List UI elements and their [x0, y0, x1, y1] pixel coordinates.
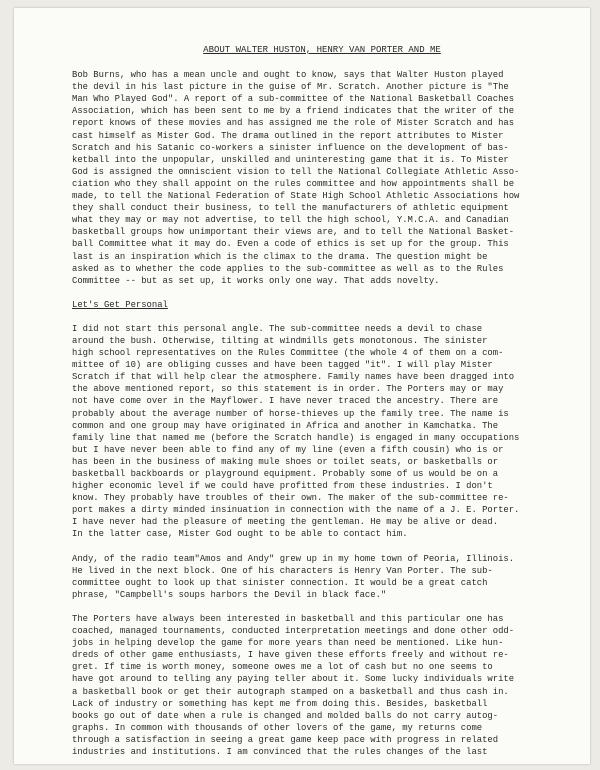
- paragraph-2: [72, 323, 572, 541]
- text-line: the above mentioned report, so this statement is in order. The Porters may or may: [72, 384, 504, 395]
- document-page: [72, 44, 572, 770]
- text-line: Andy, of the radio team"Amos and Andy" grew up in my home town of Peoria, Illinois.: [72, 553, 515, 564]
- text-line: port makes a dirty minded insinuation in connection with the name of a J. E. Porter.: [72, 505, 520, 516]
- text-line: made, to tell the National Federation of State High School Athletic Associations how: [72, 191, 520, 202]
- text-line: mittee of 10) are obliging cusses and have been tagged "it". I will play Mister: [72, 360, 493, 371]
- text-line: In the latter case, Mister God ought to be able to contact him.: [72, 529, 408, 540]
- section-heading: Let's Get Personal: [72, 299, 168, 310]
- text-line: a basketball book or get their autograph stamped on a basketball and thus cash in.: [72, 686, 509, 697]
- text-line: I did not start this personal angle. The sub-committee needs a devil to chase: [72, 323, 483, 334]
- text-line: basketball backboards or playground equipment. Probably some of us would be on a: [72, 469, 499, 479]
- text-line: cast himself as Mister God. The drama outlined in the report attributes to Mister: [72, 130, 504, 141]
- text-line: Bob Burns, who has a mean uncle and ought to know, says that Walter Huston played: [72, 70, 504, 81]
- text-line: The Porters have always been interested in basketball and this particular one has: [72, 613, 504, 624]
- paragraph-4: [72, 613, 572, 758]
- text-line: jobs in helping develop the game for more years than need be mentioned. Like hun-: [72, 638, 504, 649]
- text-line: family line that named me (before the Scratch handle) is engaged in many occupations: [72, 432, 520, 443]
- text-line: high school representatives on the Rules Committee (the whole 4 of them on a com-: [72, 348, 504, 359]
- text-line: Man Who Played God". A report of a sub-committee of the National Basketball Coaches: [72, 94, 515, 105]
- text-line: industries and institutions. I am convinced that the rules changes of the last: [72, 746, 488, 757]
- text-line: what they may or may not advertise, to tell the high school, Y.M.C.A. and Canadian: [72, 215, 509, 226]
- text-line: but I have never been able to find any of my line (even a fifth cousin) who is or: [72, 444, 504, 455]
- text-line: know. They probably have troubles of their own. The maker of the sub-committee re-: [72, 493, 509, 504]
- text-line: they shall conduct their business, to tell the manufacturers of athletic equipment: [72, 203, 509, 214]
- text-line: basketball groups how unimportant their views are, and to tell the National Basket-: [72, 227, 515, 238]
- text-line: ciation who they shall appoint on the rules committee and how appointments shall be: [72, 178, 515, 189]
- text-line: common and one group may have originated in Africa and another in Kamchatka. The: [72, 420, 499, 431]
- text-line: He lived in the next block. One of his characters is Henry Van Porter. The sub-: [72, 565, 493, 576]
- text-line: Committee -- but as set up, it works only one way. That adds novelty.: [72, 275, 440, 286]
- paragraph-3: [72, 553, 572, 601]
- text-line: God is assigned the omniscient vision to tell the National Collegiate Athletic Asso-: [72, 166, 520, 177]
- text-line: Scratch if that will help clear the atmosphere. Family names have been dragged into: [72, 372, 515, 383]
- text-line: asked as to whether the code applies to the sub-committee as well as to the Rules: [72, 263, 504, 274]
- text-line: gret. If time is worth money, someone owes me a lot of cash but no one seems to: [72, 662, 493, 673]
- text-line: books go out of date when a rule is changed and molded balls do not carry autog-: [72, 710, 499, 721]
- text-line: Association, which has been sent to me by a friend indicates that the writer of the: [72, 106, 515, 117]
- text-line: Lack of industry or something has kept me from doing this. Besides, basketball: [72, 698, 488, 709]
- text-line: not have come over in the Mayflower. I have never traced the ancestry. There are: [72, 396, 499, 407]
- text-line: committee ought to look up that sinister connection. It would be a great catch: [72, 577, 488, 588]
- text-line: dreds of other game enthusiasts, I have given these efforts freely and without re-: [72, 650, 509, 661]
- text-line: report knows of these movies and has assigned me the role of Mister Scratch and has: [72, 118, 515, 129]
- text-line: has been in the business of making mule shoes or toilet seats, or basketballs or: [72, 456, 499, 467]
- text-line: phrase, "Campbell's soups harbors the Devil in black face.": [72, 589, 387, 600]
- text-line: through a satisfaction in seeing a great game keep pace with progress in related: [72, 734, 499, 745]
- text-line: ketball into the unpopular, unskilled and uninteresting game that it is. To Mister: [72, 154, 509, 165]
- text-line: have got around to telling any paying teller about it. Some lucky individuals write: [72, 674, 515, 685]
- text-line: graphs. In common with thousands of other lovers of the game, my returns come: [72, 722, 483, 733]
- text-line: coached, managed tournaments, conducted interpretation meetings and done other odd-: [72, 626, 515, 637]
- text-line: higher economic level if we could have profitted from these industries. I don't: [72, 481, 493, 492]
- paper-sheet: [14, 8, 590, 764]
- text-line: probably about the average number of horse-thieves up the family tree. The name is: [72, 408, 509, 419]
- text-line: around the bush. Otherwise, tilting at windmills gets monotonous. The sinister: [72, 335, 488, 346]
- text-line: I have never had the pleasure of meeting the gentleman. He may be alive or dead.: [72, 517, 499, 528]
- text-line: Scratch and his Satanic co-workers a sinister influence on the development of bas-: [72, 142, 509, 153]
- text-line: last is an inspiration which is the climax to the drama. The question might be: [72, 251, 488, 262]
- paragraph-1: [72, 69, 572, 287]
- text-line: ball Committee what it may do. Even a code of ethics is set up for the group. This: [72, 239, 509, 250]
- text-line: the devil in his last picture in the guise of Mr. Scratch. Another picture is "The: [72, 82, 509, 93]
- document-title: ABOUT WALTER HUSTON, HENRY VAN PORTER AND ME: [203, 45, 441, 55]
